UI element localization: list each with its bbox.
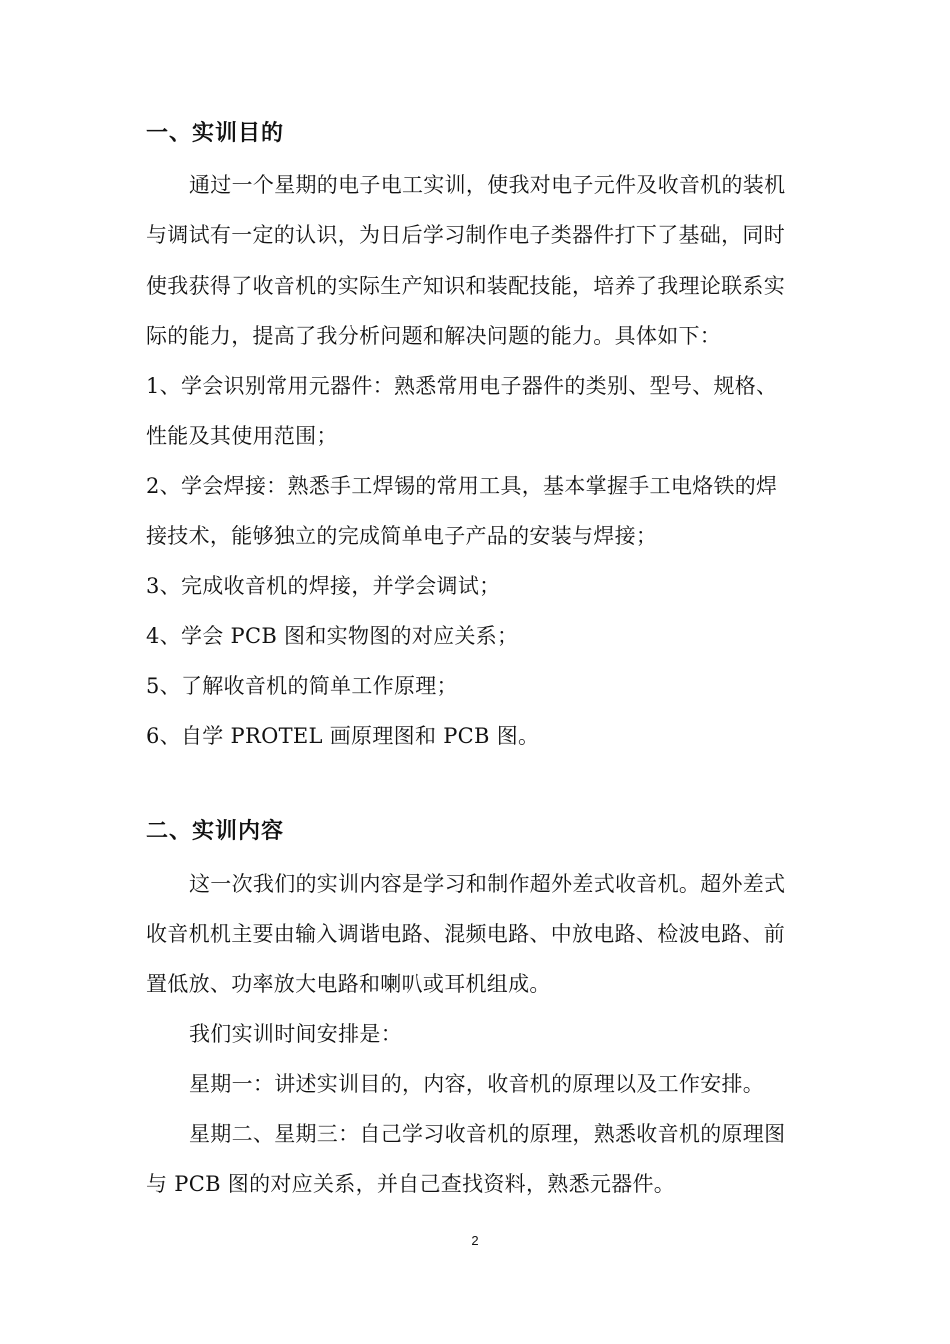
list-item-5: 5、了解收音机的简单工作原理； — [146, 674, 458, 698]
list-item-6: 6、自学 PROTEL 画原理图和 PCB 图。 — [146, 724, 540, 748]
list-item-2-continued: 接技术，能够独立的完成简单电子产品的安装与焊接； — [146, 524, 658, 548]
list-item-1: 1、学会识别常用元器件：熟悉常用电子器件的类别、型号、规格、 — [146, 374, 778, 398]
section-1-line: 与调试有一定的认识，为日后学习制作电子类器件打下了基础，同时 — [146, 223, 785, 247]
schedule-monday: 星期一：讲述实训目的，内容，收音机的原理以及工作安排。 — [189, 1072, 765, 1096]
schedule-tue-wed: 星期二、星期三：自己学习收音机的原理，熟悉收音机的原理图 — [189, 1122, 786, 1146]
schedule-intro: 我们实训时间安排是： — [189, 1022, 402, 1046]
section-1-line: 际的能力，提高了我分析问题和解决问题的能力。具体如下： — [146, 324, 722, 348]
list-item-1-continued: 性能及其使用范围； — [146, 424, 338, 448]
section-2-heading: 二、实训内容 — [146, 819, 285, 844]
section-2-line: 置低放、功率放大电路和喇叭或耳机组成。 — [146, 972, 551, 996]
list-item-2: 2、学会焊接：熟悉手工焊锡的常用工具，基本掌握手工电烙铁的焊 — [146, 474, 778, 498]
section-2-line: 这一次我们的实训内容是学习和制作超外差式收音机。超外差式 — [189, 872, 786, 896]
list-item-3: 3、完成收音机的焊接，并学会调试； — [146, 574, 501, 598]
section-1-line: 通过一个星期的电子电工实训，使我对电子元件及收音机的装机 — [189, 173, 786, 197]
schedule-tue-wed-continued: 与 PCB 图的对应关系，并自己查找资料，熟悉元器件。 — [146, 1172, 676, 1196]
section-1-heading: 一、实训目的 — [146, 121, 285, 146]
section-1-line: 使我获得了收音机的实际生产知识和装配技能，培养了我理论联系实 — [146, 274, 785, 298]
page-number: 2 — [471, 1233, 479, 1248]
list-item-4: 4、学会 PCB 图和实物图的对应关系； — [146, 624, 519, 648]
section-2-line: 收音机机主要由输入调谐电路、混频电路、中放电路、检波电路、前 — [146, 922, 785, 946]
